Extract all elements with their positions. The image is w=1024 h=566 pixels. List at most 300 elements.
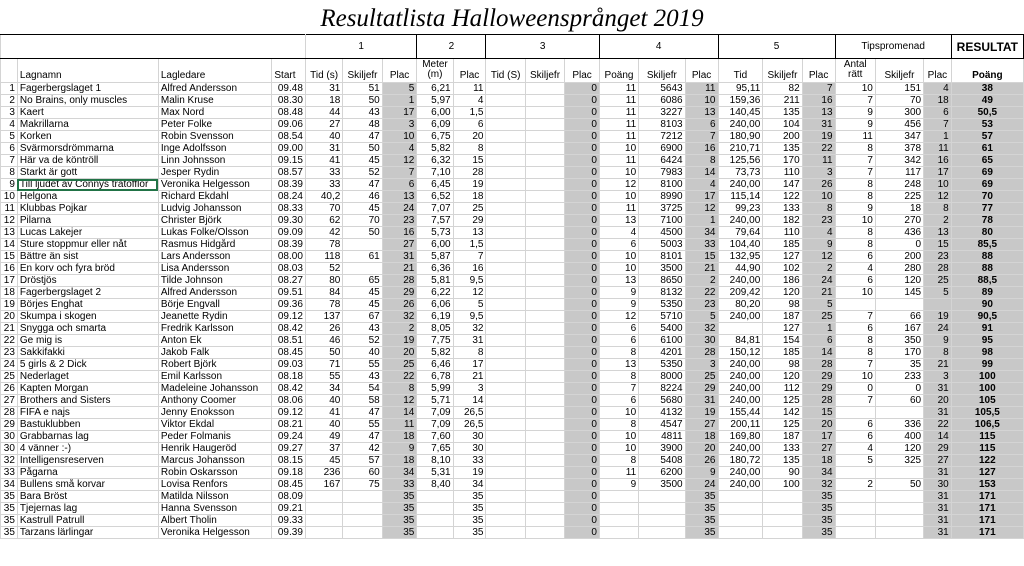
- table-cell[interactable]: 170: [875, 347, 923, 359]
- table-cell[interactable]: 18: [382, 455, 417, 467]
- table-cell[interactable]: 31: [305, 143, 342, 155]
- table-cell[interactable]: 09.33: [272, 515, 306, 527]
- table-cell[interactable]: 9: [802, 239, 835, 251]
- table-cell[interactable]: [417, 527, 453, 539]
- table-cell[interactable]: [718, 503, 763, 515]
- table-cell[interactable]: 11: [599, 155, 638, 167]
- table-cell[interactable]: Christer Björk: [158, 215, 272, 227]
- table-cell[interactable]: 22: [382, 371, 417, 383]
- table-cell[interactable]: [486, 299, 525, 311]
- table-cell[interactable]: Tilde Johnson: [158, 275, 272, 287]
- table-cell[interactable]: 8: [835, 143, 875, 155]
- table-cell[interactable]: 29: [802, 371, 835, 383]
- table-cell[interactable]: 2: [802, 263, 835, 275]
- table-cell[interactable]: 88: [951, 251, 1023, 263]
- table-cell[interactable]: 167: [305, 479, 342, 491]
- table-cell[interactable]: 15: [802, 407, 835, 419]
- table-cell[interactable]: 145: [875, 287, 923, 299]
- table-cell[interactable]: 21: [685, 263, 718, 275]
- table-cell[interactable]: 35: [382, 527, 417, 539]
- table-cell[interactable]: 125,56: [718, 155, 763, 167]
- table-cell[interactable]: 106,5: [951, 419, 1023, 431]
- table-cell[interactable]: [486, 107, 525, 119]
- table-cell[interactable]: [486, 275, 525, 287]
- table-cell[interactable]: [718, 323, 763, 335]
- table-cell[interactable]: 09.15: [272, 155, 306, 167]
- table-cell[interactable]: 6900: [639, 143, 685, 155]
- table-cell[interactable]: 08.57: [272, 167, 306, 179]
- table-cell[interactable]: 47: [343, 431, 382, 443]
- table-cell[interactable]: 14: [453, 395, 486, 407]
- table-cell[interactable]: 0: [565, 431, 600, 443]
- table-cell[interactable]: 11: [599, 83, 638, 95]
- table-cell[interactable]: 13: [382, 191, 417, 203]
- table-cell[interactable]: 88,5: [951, 275, 1023, 287]
- table-cell[interactable]: 84: [305, 287, 342, 299]
- table-cell[interactable]: [763, 527, 802, 539]
- table-cell[interactable]: 7: [835, 95, 875, 107]
- table-cell[interactable]: Malin Kruse: [158, 95, 272, 107]
- table-cell[interactable]: 33: [305, 179, 342, 191]
- table-cell[interactable]: 08.24: [272, 191, 306, 203]
- table-cell[interactable]: 5,71: [417, 395, 453, 407]
- table-cell[interactable]: 6,36: [417, 263, 453, 275]
- table-cell[interactable]: [599, 527, 638, 539]
- table-cell[interactable]: 35: [875, 359, 923, 371]
- table-cell[interactable]: 50: [343, 143, 382, 155]
- table-cell[interactable]: 21: [802, 287, 835, 299]
- table-cell[interactable]: 12: [382, 395, 417, 407]
- table-cell[interactable]: 171: [951, 515, 1023, 527]
- table-cell[interactable]: [718, 491, 763, 503]
- table-cell[interactable]: 88: [951, 263, 1023, 275]
- table-cell[interactable]: 21: [453, 371, 486, 383]
- table-cell[interactable]: 82: [763, 83, 802, 95]
- table-cell[interactable]: 23: [382, 215, 417, 227]
- table-cell[interactable]: 13: [599, 275, 638, 287]
- table-cell[interactable]: 61: [343, 251, 382, 263]
- table-cell[interactable]: 6: [835, 419, 875, 431]
- table-cell[interactable]: 13: [453, 227, 486, 239]
- table-cell[interactable]: Börjes Enghat: [17, 299, 158, 311]
- table-cell[interactable]: 14: [924, 431, 952, 443]
- table-cell[interactable]: 31: [924, 503, 952, 515]
- table-cell[interactable]: 20: [685, 443, 718, 455]
- table-cell[interactable]: [486, 155, 525, 167]
- table-cell[interactable]: 7,09: [417, 407, 453, 419]
- table-cell[interactable]: 70: [305, 203, 342, 215]
- table-cell[interactable]: Tjejernas lag: [17, 503, 158, 515]
- table-cell[interactable]: 3: [1, 107, 18, 119]
- table-cell[interactable]: 9: [835, 107, 875, 119]
- table-cell[interactable]: 5400: [639, 323, 685, 335]
- table-cell[interactable]: 29: [924, 443, 952, 455]
- table-cell[interactable]: 169,80: [718, 431, 763, 443]
- table-cell[interactable]: 209,42: [718, 287, 763, 299]
- table-cell[interactable]: 18: [453, 191, 486, 203]
- table-cell[interactable]: [486, 323, 525, 335]
- table-cell[interactable]: 6,21: [417, 83, 453, 95]
- table-cell[interactable]: [525, 311, 564, 323]
- table-cell[interactable]: 155,44: [718, 407, 763, 419]
- table-cell[interactable]: 62: [305, 215, 342, 227]
- table-cell[interactable]: [525, 143, 564, 155]
- table-cell[interactable]: 08.42: [272, 323, 306, 335]
- table-cell[interactable]: [525, 227, 564, 239]
- table-cell[interactable]: 13: [1, 227, 18, 239]
- table-cell[interactable]: 9: [382, 443, 417, 455]
- table-cell[interactable]: 20: [802, 419, 835, 431]
- table-cell[interactable]: Ludvig Johansson: [158, 203, 272, 215]
- table-cell[interactable]: 1: [1, 83, 18, 95]
- table-cell[interactable]: [486, 311, 525, 323]
- table-cell[interactable]: 9: [685, 467, 718, 479]
- table-cell[interactable]: 7: [382, 167, 417, 179]
- table-cell[interactable]: 5,31: [417, 467, 453, 479]
- table-cell[interactable]: [417, 503, 453, 515]
- table-cell[interactable]: 22: [1, 335, 18, 347]
- table-cell[interactable]: 11: [599, 95, 638, 107]
- table-cell[interactable]: 0: [565, 395, 600, 407]
- table-cell[interactable]: [486, 527, 525, 539]
- table-cell[interactable]: 0: [565, 467, 600, 479]
- table-cell[interactable]: 28: [802, 395, 835, 407]
- table-cell[interactable]: 0: [565, 83, 600, 95]
- table-cell[interactable]: 53: [951, 119, 1023, 131]
- table-cell[interactable]: 115: [951, 443, 1023, 455]
- table-cell[interactable]: 08.45: [272, 347, 306, 359]
- table-cell[interactable]: 10: [924, 179, 952, 191]
- table-cell[interactable]: 49: [305, 431, 342, 443]
- table-cell[interactable]: 20: [924, 395, 952, 407]
- table-cell[interactable]: 240,00: [718, 179, 763, 191]
- table-cell[interactable]: [486, 359, 525, 371]
- table-cell[interactable]: 7: [802, 83, 835, 95]
- table-cell[interactable]: 104: [763, 119, 802, 131]
- table-cell[interactable]: 35: [453, 527, 486, 539]
- table-cell[interactable]: 26: [1, 383, 18, 395]
- table-cell[interactable]: 30: [1, 443, 18, 455]
- table-cell[interactable]: 24: [1, 359, 18, 371]
- table-cell[interactable]: 7,60: [417, 431, 453, 443]
- table-cell[interactable]: 17: [924, 167, 952, 179]
- table-cell[interactable]: 200: [875, 251, 923, 263]
- table-cell[interactable]: 89: [951, 287, 1023, 299]
- table-cell[interactable]: 31: [685, 395, 718, 407]
- table-cell[interactable]: Korken: [17, 131, 158, 143]
- table-cell[interactable]: 16: [1, 263, 18, 275]
- table-cell[interactable]: [525, 155, 564, 167]
- table-cell[interactable]: 6,45: [417, 179, 453, 191]
- table-cell[interactable]: 0: [565, 131, 600, 143]
- table-cell[interactable]: [343, 503, 382, 515]
- table-cell[interactable]: [525, 167, 564, 179]
- table-cell[interactable]: 31: [924, 527, 952, 539]
- table-cell[interactable]: Robin Oskarsson: [158, 467, 272, 479]
- table-cell[interactable]: [525, 287, 564, 299]
- table-cell[interactable]: 10: [599, 263, 638, 275]
- table-cell[interactable]: 8,40: [417, 479, 453, 491]
- table-cell[interactable]: 110: [763, 227, 802, 239]
- table-cell[interactable]: 4: [382, 143, 417, 155]
- table-cell[interactable]: [486, 179, 525, 191]
- table-cell[interactable]: 48: [343, 119, 382, 131]
- table-cell[interactable]: Snygga och smarta: [17, 323, 158, 335]
- table-cell[interactable]: 0: [565, 359, 600, 371]
- table-cell[interactable]: 8: [685, 155, 718, 167]
- table-cell[interactable]: 7,09: [417, 419, 453, 431]
- table-cell[interactable]: 26: [382, 299, 417, 311]
- table-cell[interactable]: 35: [685, 503, 718, 515]
- table-cell[interactable]: Kastrull Patrull: [17, 515, 158, 527]
- table-cell[interactable]: 5: [924, 287, 952, 299]
- table-cell[interactable]: [525, 491, 564, 503]
- table-cell[interactable]: 08.06: [272, 395, 306, 407]
- table-cell[interactable]: 19: [1, 299, 18, 311]
- table-cell[interactable]: [525, 239, 564, 251]
- table-cell[interactable]: 14: [802, 347, 835, 359]
- table-cell[interactable]: 65: [343, 275, 382, 287]
- table-cell[interactable]: 16: [924, 155, 952, 167]
- table-cell[interactable]: 6100: [639, 335, 685, 347]
- table-cell[interactable]: 34: [305, 383, 342, 395]
- table-cell[interactable]: Alfred Andersson: [158, 83, 272, 95]
- table-cell[interactable]: 31: [924, 515, 952, 527]
- table-cell[interactable]: 49: [951, 95, 1023, 107]
- table-cell[interactable]: 41: [305, 155, 342, 167]
- table-cell[interactable]: 19: [685, 407, 718, 419]
- table-cell[interactable]: [305, 515, 342, 527]
- table-cell[interactable]: 08.39: [272, 239, 306, 251]
- table-cell[interactable]: 350: [875, 335, 923, 347]
- table-cell[interactable]: 40: [343, 347, 382, 359]
- table-cell[interactable]: 7: [835, 359, 875, 371]
- table-cell[interactable]: 35: [382, 503, 417, 515]
- table-cell[interactable]: Börje Engvall: [158, 299, 272, 311]
- table-cell[interactable]: 70: [875, 95, 923, 107]
- table-cell[interactable]: [525, 83, 564, 95]
- table-cell[interactable]: 5,73: [417, 227, 453, 239]
- table-cell[interactable]: 0: [565, 407, 600, 419]
- table-cell[interactable]: 09.36: [272, 299, 306, 311]
- table-cell[interactable]: 09.09: [272, 227, 306, 239]
- table-cell[interactable]: Pilarna: [17, 215, 158, 227]
- table-cell[interactable]: Madeleine Johansson: [158, 383, 272, 395]
- table-cell[interactable]: 347: [875, 131, 923, 143]
- table-cell[interactable]: 10: [1, 191, 18, 203]
- table-cell[interactable]: [639, 491, 685, 503]
- table-cell[interactable]: 22: [802, 143, 835, 155]
- table-cell[interactable]: 78: [305, 239, 342, 251]
- table-cell[interactable]: 35: [382, 515, 417, 527]
- table-cell[interactable]: 0: [835, 383, 875, 395]
- table-cell[interactable]: 210,71: [718, 143, 763, 155]
- table-cell[interactable]: 7: [835, 167, 875, 179]
- table-cell[interactable]: 200,11: [718, 419, 763, 431]
- table-cell[interactable]: 3500: [639, 479, 685, 491]
- table-cell[interactable]: Albert Tholin: [158, 515, 272, 527]
- table-cell[interactable]: [525, 251, 564, 263]
- table-cell[interactable]: 6: [924, 107, 952, 119]
- table-cell[interactable]: 9: [924, 335, 952, 347]
- table-cell[interactable]: 8: [382, 383, 417, 395]
- table-cell[interactable]: 42: [305, 227, 342, 239]
- table-cell[interactable]: [875, 299, 923, 311]
- table-cell[interactable]: 77: [951, 203, 1023, 215]
- table-cell[interactable]: 35: [685, 527, 718, 539]
- table-cell[interactable]: 125: [763, 395, 802, 407]
- table-cell[interactable]: [875, 503, 923, 515]
- table-cell[interactable]: [599, 503, 638, 515]
- table-cell[interactable]: 6: [599, 323, 638, 335]
- table-cell[interactable]: 5710: [639, 311, 685, 323]
- table-cell[interactable]: 25: [802, 311, 835, 323]
- table-cell[interactable]: 32: [685, 323, 718, 335]
- table-cell[interactable]: [525, 479, 564, 491]
- table-cell[interactable]: 342: [875, 155, 923, 167]
- table-cell[interactable]: [525, 395, 564, 407]
- table-cell[interactable]: Anton Ek: [158, 335, 272, 347]
- table-cell[interactable]: 122: [951, 455, 1023, 467]
- table-cell[interactable]: 180,72: [718, 455, 763, 467]
- table-cell[interactable]: 99,23: [718, 203, 763, 215]
- table-cell[interactable]: Veronika Helgesson: [158, 527, 272, 539]
- table-cell[interactable]: 6424: [639, 155, 685, 167]
- table-cell[interactable]: 09.24: [272, 431, 306, 443]
- table-cell[interactable]: 240,00: [718, 383, 763, 395]
- table-cell[interactable]: Anthony Coomer: [158, 395, 272, 407]
- table-cell[interactable]: 09.00: [272, 143, 306, 155]
- table-cell[interactable]: 6,00: [417, 107, 453, 119]
- table-cell[interactable]: 8: [835, 227, 875, 239]
- table-cell[interactable]: 6: [599, 395, 638, 407]
- table-cell[interactable]: 8: [802, 203, 835, 215]
- table-cell[interactable]: 0: [565, 143, 600, 155]
- table-cell[interactable]: [486, 215, 525, 227]
- table-cell[interactable]: 08.00: [272, 251, 306, 263]
- table-cell[interactable]: 127: [763, 251, 802, 263]
- table-cell[interactable]: 3: [924, 371, 952, 383]
- table-cell[interactable]: 65: [951, 155, 1023, 167]
- table-cell[interactable]: Bara Bröst: [17, 491, 158, 503]
- table-cell[interactable]: [305, 503, 342, 515]
- table-cell[interactable]: 27: [1, 395, 18, 407]
- table-cell[interactable]: 69: [951, 179, 1023, 191]
- table-cell[interactable]: 0: [565, 263, 600, 275]
- table-cell[interactable]: Bullens små korvar: [17, 479, 158, 491]
- table-cell[interactable]: 35: [802, 503, 835, 515]
- table-cell[interactable]: 35: [802, 527, 835, 539]
- table-cell[interactable]: 185: [763, 239, 802, 251]
- table-cell[interactable]: [525, 299, 564, 311]
- table-cell[interactable]: 6: [835, 275, 875, 287]
- table-cell[interactable]: 18: [875, 203, 923, 215]
- table-cell[interactable]: Jesper Rydin: [158, 167, 272, 179]
- table-cell[interactable]: 2: [685, 275, 718, 287]
- table-cell[interactable]: 150,12: [718, 347, 763, 359]
- table-cell[interactable]: [763, 515, 802, 527]
- table-cell[interactable]: Sakkifakki: [17, 347, 158, 359]
- table-cell[interactable]: 47: [343, 407, 382, 419]
- table-cell[interactable]: 8101: [639, 251, 685, 263]
- table-cell[interactable]: 3725: [639, 203, 685, 215]
- table-cell[interactable]: [486, 395, 525, 407]
- table-cell[interactable]: 08.42: [272, 383, 306, 395]
- table-cell[interactable]: 08.30: [272, 95, 306, 107]
- table-cell[interactable]: 13: [599, 359, 638, 371]
- table-cell[interactable]: 29: [802, 383, 835, 395]
- table-cell[interactable]: 23: [802, 215, 835, 227]
- table-cell[interactable]: 0: [565, 287, 600, 299]
- table-cell[interactable]: 135: [763, 143, 802, 155]
- table-cell[interactable]: 5,82: [417, 347, 453, 359]
- table-cell[interactable]: 11: [599, 107, 638, 119]
- table-cell[interactable]: 69: [951, 167, 1023, 179]
- table-cell[interactable]: 35: [382, 491, 417, 503]
- table-cell[interactable]: [525, 467, 564, 479]
- table-cell[interactable]: No Brains, only muscles: [17, 95, 158, 107]
- table-cell[interactable]: [718, 515, 763, 527]
- table-cell[interactable]: 0: [565, 419, 600, 431]
- table-cell[interactable]: 35: [1, 527, 18, 539]
- table-cell[interactable]: 4547: [639, 419, 685, 431]
- table-cell[interactable]: 8: [1, 167, 18, 179]
- table-cell[interactable]: 0: [565, 335, 600, 347]
- table-cell[interactable]: 99: [951, 359, 1023, 371]
- table-cell[interactable]: 6: [1, 143, 18, 155]
- table-cell[interactable]: 28: [453, 167, 486, 179]
- table-cell[interactable]: 110: [763, 167, 802, 179]
- table-cell[interactable]: 2: [835, 479, 875, 491]
- table-cell[interactable]: 57: [951, 131, 1023, 143]
- table-cell[interactable]: Inge Adolfsson: [158, 143, 272, 155]
- table-cell[interactable]: 240,00: [718, 215, 763, 227]
- table-cell[interactable]: 10: [599, 143, 638, 155]
- table-cell[interactable]: 1: [382, 95, 417, 107]
- table-cell[interactable]: 7: [685, 131, 718, 143]
- table-cell[interactable]: 20: [453, 131, 486, 143]
- table-cell[interactable]: 211: [763, 95, 802, 107]
- table-cell[interactable]: 0: [565, 215, 600, 227]
- table-cell[interactable]: Tarzans lärlingar: [17, 527, 158, 539]
- table-cell[interactable]: [486, 143, 525, 155]
- table-cell[interactable]: FIFA e najs: [17, 407, 158, 419]
- table-cell[interactable]: 08.27: [272, 275, 306, 287]
- table-cell[interactable]: 08.45: [272, 479, 306, 491]
- table-cell[interactable]: 14: [1, 239, 18, 251]
- table-cell[interactable]: 0: [565, 155, 600, 167]
- table-cell[interactable]: 18: [924, 95, 952, 107]
- table-cell[interactable]: [875, 491, 923, 503]
- table-cell[interactable]: 25: [382, 359, 417, 371]
- table-cell[interactable]: 31: [453, 335, 486, 347]
- table-cell[interactable]: 9: [599, 299, 638, 311]
- table-cell[interactable]: 240,00: [718, 119, 763, 131]
- table-cell[interactable]: 142: [763, 407, 802, 419]
- table-cell[interactable]: [417, 491, 453, 503]
- table-cell[interactable]: 26,5: [453, 407, 486, 419]
- table-cell[interactable]: 35: [802, 491, 835, 503]
- table-cell[interactable]: 5: [835, 455, 875, 467]
- table-cell[interactable]: 60: [875, 395, 923, 407]
- table-cell[interactable]: [486, 419, 525, 431]
- table-cell[interactable]: 71: [305, 359, 342, 371]
- table-cell[interactable]: 7,65: [417, 443, 453, 455]
- table-cell[interactable]: 12: [924, 191, 952, 203]
- table-cell[interactable]: [486, 167, 525, 179]
- table-cell[interactable]: 13: [685, 107, 718, 119]
- table-cell[interactable]: 09.21: [272, 503, 306, 515]
